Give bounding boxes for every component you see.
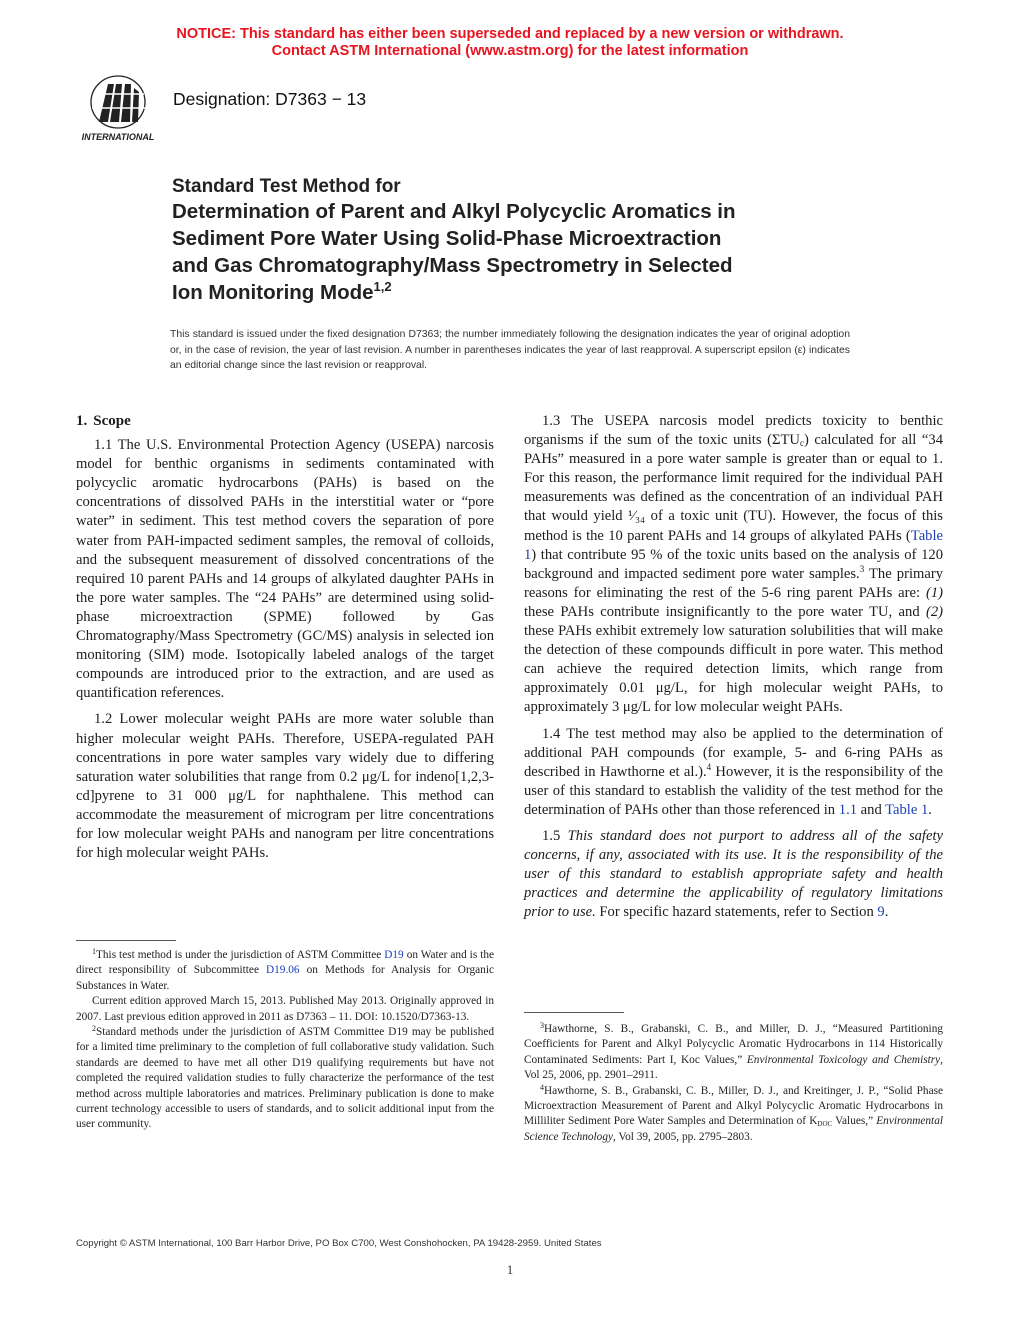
footnote-rule-left [76, 940, 176, 941]
footnotes-left [76, 948, 494, 1133]
copyright-line: Copyright © ASTM International, 100 Barr Harbor Drive, PO Box C700, West Conshohocken, PA 19428-2959. United States [76, 1238, 602, 1249]
footnote-3 [524, 1022, 943, 1084]
section-number: 1. [76, 413, 88, 429]
section-title: Scope [93, 413, 131, 429]
journal-title: Environmental Science Technology [524, 1115, 943, 1143]
text-run: Hawthorne, S. B., Grabanski, C. B., and Miller, D. J., “Measured Partitioning Coefficients for Parent and Alkyl Polycyclic Aromatic Hydrocarbons in 114 Historically Contaminated Sediments: Part I, Koc Values,” [524, 1023, 943, 1066]
text-run: ) that contribute 95 % of the toxic units based on the analysis of 120 background and impacted sediment pore water samples. [524, 546, 943, 582]
subscript: c [799, 438, 804, 449]
table-1-link[interactable]: Table 1 [885, 801, 929, 818]
text-run: Values,” [832, 1115, 877, 1128]
text-run: 1.5 [542, 827, 568, 844]
notice-line-2: Contact ASTM International (www.astm.org) for the latest information [271, 43, 749, 59]
logo-wordmark: INTERNATIONAL [81, 132, 155, 142]
notice-line-1: NOTICE: This standard has either been superseded and replaced by a new version or withdrawn. [176, 26, 844, 42]
text-run: 1.4 The test method may also be applied to the determination of additional PAH compounds (for example, 5- and 6-ring PAHs as described in Hawthorne et al.). [524, 725, 943, 780]
title-line-5: Ion Monitoring Mode [172, 281, 374, 304]
text-run: these PAHs contribute insignificantly to the pore water TU, and [524, 603, 926, 620]
footnote-2 [76, 1025, 494, 1133]
footnote-rule-right [524, 1012, 624, 1013]
page-number: 1 [506, 1262, 514, 1277]
title-footnote-marker[interactable]: 1,2 [373, 279, 392, 294]
footnote-4 [524, 1084, 943, 1146]
text-run: . [928, 801, 932, 818]
footnote-1-edition: Current edition approved March 15, 2013. Published May 2013. Originally approved in 2007. Last previous edition approved in 2011 as D7363 – 11. DOI: 10.1520/D7363-13. [76, 995, 494, 1023]
subscript: DOC [817, 1120, 833, 1129]
journal-title: Environmental Toxicology and Chemistry [746, 1053, 941, 1066]
section-heading-scope [76, 412, 494, 431]
title-line-3: Sediment Pore Water Using Solid-Phase Microextraction [172, 227, 722, 250]
footnote-3-marker[interactable]: 3 [859, 563, 865, 574]
text-run: ) calculated for all “34 PAHs” measured in a pore water sample is greater than or equal to 1. For this reason, the performance limit required for the individual PAH measurements was defined as the concentration of an individual PAH that would yield ¹⁄₃₄ of a toxic unit (TU). However, the focus of this method is the 10 parent PAHs and 14 groups of alkylated PAHs ( [524, 432, 944, 544]
footnote-number: 3 [540, 1021, 544, 1030]
footnotes-right [524, 1022, 943, 1145]
list-marker-2: (2) [925, 603, 943, 620]
text-run: . [884, 904, 889, 921]
paragraph-1-4 [524, 725, 943, 820]
safety-statement: This standard does not purport to address all of the safety concerns, if any, associated with its use. It is the responsibility of the user of this standard to establish appropriate safety and health practices and determine the applicability of regulatory limitations prior to use. [524, 827, 943, 921]
right-column [524, 412, 943, 929]
text-run: , Vol 39, 2005, pp. 2795–2803. [613, 1130, 753, 1143]
left-column [76, 412, 494, 870]
text-run: on Water and is the direct responsibility of Subcommittee [76, 949, 494, 977]
footnote-number: 2 [92, 1024, 96, 1034]
text-run: Standard methods under the jurisdiction of ASTM Committee D19 may be published for a limited time preliminary to the completion of full collaborative study validation. Such standards are deemed to have met all other D19 qualifying requirements but have not completed the required validation studies to fully characterize the performance of the test method across multiple laboratories and matrices. Preliminary publication is done to make current technology accessible to users of standards, and to solicit additional input from the user community. [76, 1026, 494, 1131]
designation: Designation: D7363 − 13 [173, 89, 367, 109]
title-line-2: Determination of Parent and Alkyl Polycyclic Aromatics in [172, 200, 736, 223]
title-line-4: and Gas Chromatography/Mass Spectrometry in Selected [172, 254, 733, 277]
list-marker-1: (1) [925, 584, 943, 601]
text-run: on Methods for Analysis for Organic Substances in Water. [76, 964, 494, 992]
footnote-4-marker[interactable]: 4 [706, 761, 712, 772]
subcommittee-d19-06-link[interactable]: D19.06 [265, 964, 300, 977]
text-run: these PAHs exhibit extremely low saturation solubilities that will make the detection of these compounds difficult in pore water. This method can achieve the required detection limits, which range from approximately 0.01 μg/L, for high molecular weight PAHs, to approximately 3 μg/L for low molecular weight PAHs. [524, 623, 943, 716]
title-line-1: Standard Test Method for [172, 176, 401, 197]
table-1-link[interactable]: Table 1 [524, 527, 943, 563]
text-run: and [857, 801, 886, 818]
footnote-number: 4 [540, 1082, 544, 1092]
committee-d19-link[interactable]: D19 [384, 949, 404, 961]
section-9-link[interactable]: 9 [877, 904, 885, 921]
text-run: Hawthorne, S. B., Grabanski, C. B., Miller, D. J., and Kreitinger, J. P., “Solid Phase Microextraction Measurement of Parent and Alkyl Polycyclic Aromatic Hydrocarbons in Milliliter Sediment Pore Water Samples and Determination of K [524, 1084, 943, 1128]
text-run: The primary reasons for eliminating the rest of the 5-6 ring parent PAHs are: [524, 565, 943, 601]
supersede-notice [0, 26, 1020, 60]
paragraph-1-5 [524, 827, 943, 922]
document-title [172, 175, 872, 306]
paragraph-1-2: 1.2 Lower molecular weight PAHs are more water soluble than higher molecular weight PAHs. Therefore, USEPA-regulated PAH concentrations in pore water samples vary widely due to differing saturation water solubilities that range from 0.2 μg/L for indeno[1,2,3-cd]pyrene to 31 000 μg/L for naphthalene. This method can accommodate the measurement of microgram per litre concentrations for low molecular weight PAHs and nanogram per litre concentrations for high molecular weight PAHs. [76, 711, 494, 862]
issued-note: This standard is issued under the fixed designation D7363; the number immediately following the designation indicates the year of original adoption or, in the case of revision, the year of last revision. A number in parentheses indicates the year of last reapproval. A superscript epsilon (ε) indicates an editorial change since the last revision or reapproval. [170, 329, 850, 371]
text-run: , Vol 25, 2006, pp. 2901–2911. [524, 1053, 943, 1082]
text-run: For specific hazard statements, refer to Section [595, 904, 878, 921]
text-run: This test method is under the jurisdiction of ASTM Committee [96, 949, 385, 961]
section-1-1-link[interactable]: 1.1 [838, 801, 858, 818]
footnote-number: 1 [92, 947, 96, 956]
astm-international-logo [74, 72, 162, 144]
paragraph-1-3 [524, 412, 943, 718]
text-run: 1.3 The USEPA narcosis model predicts toxicity to benthic organisms if the sum of the toxic units (ΣTU [524, 413, 943, 449]
footnote-1 [76, 948, 494, 994]
paragraph-1-1: 1.1 The U.S. Environmental Protection Agency (USEPA) narcosis model for benthic organisms in sediments contaminated with polycyclic aromatic hydrocarbons (PAHs) is based on the concentrations of dissolved PAHs in the interstitial water or “pore water” in sediment. This test method covers the separation of pore water from PAH-impacted sediment samples, the removal of colloids, and the subsequent measurement of dissolved concentrations of the required 10 parent PAHs and 14 groups of alkylated daughter PAHs in the pore water samples. The “24 PAHs” are determined using solid-phase microextraction (SPME) followed by Gas Chromatography/Mass Spectrometry (GC/MS) analysis in selected ion monitoring (SIM) mode. Isotopically labeled analogs of the target compounds are introduced prior to the extraction, and are used as quantification references. [76, 437, 494, 702]
text-run: However, it is the responsibility of the user of this standard to establish the validity of the test method for the determination of PAHs other than those referenced in [524, 763, 944, 818]
